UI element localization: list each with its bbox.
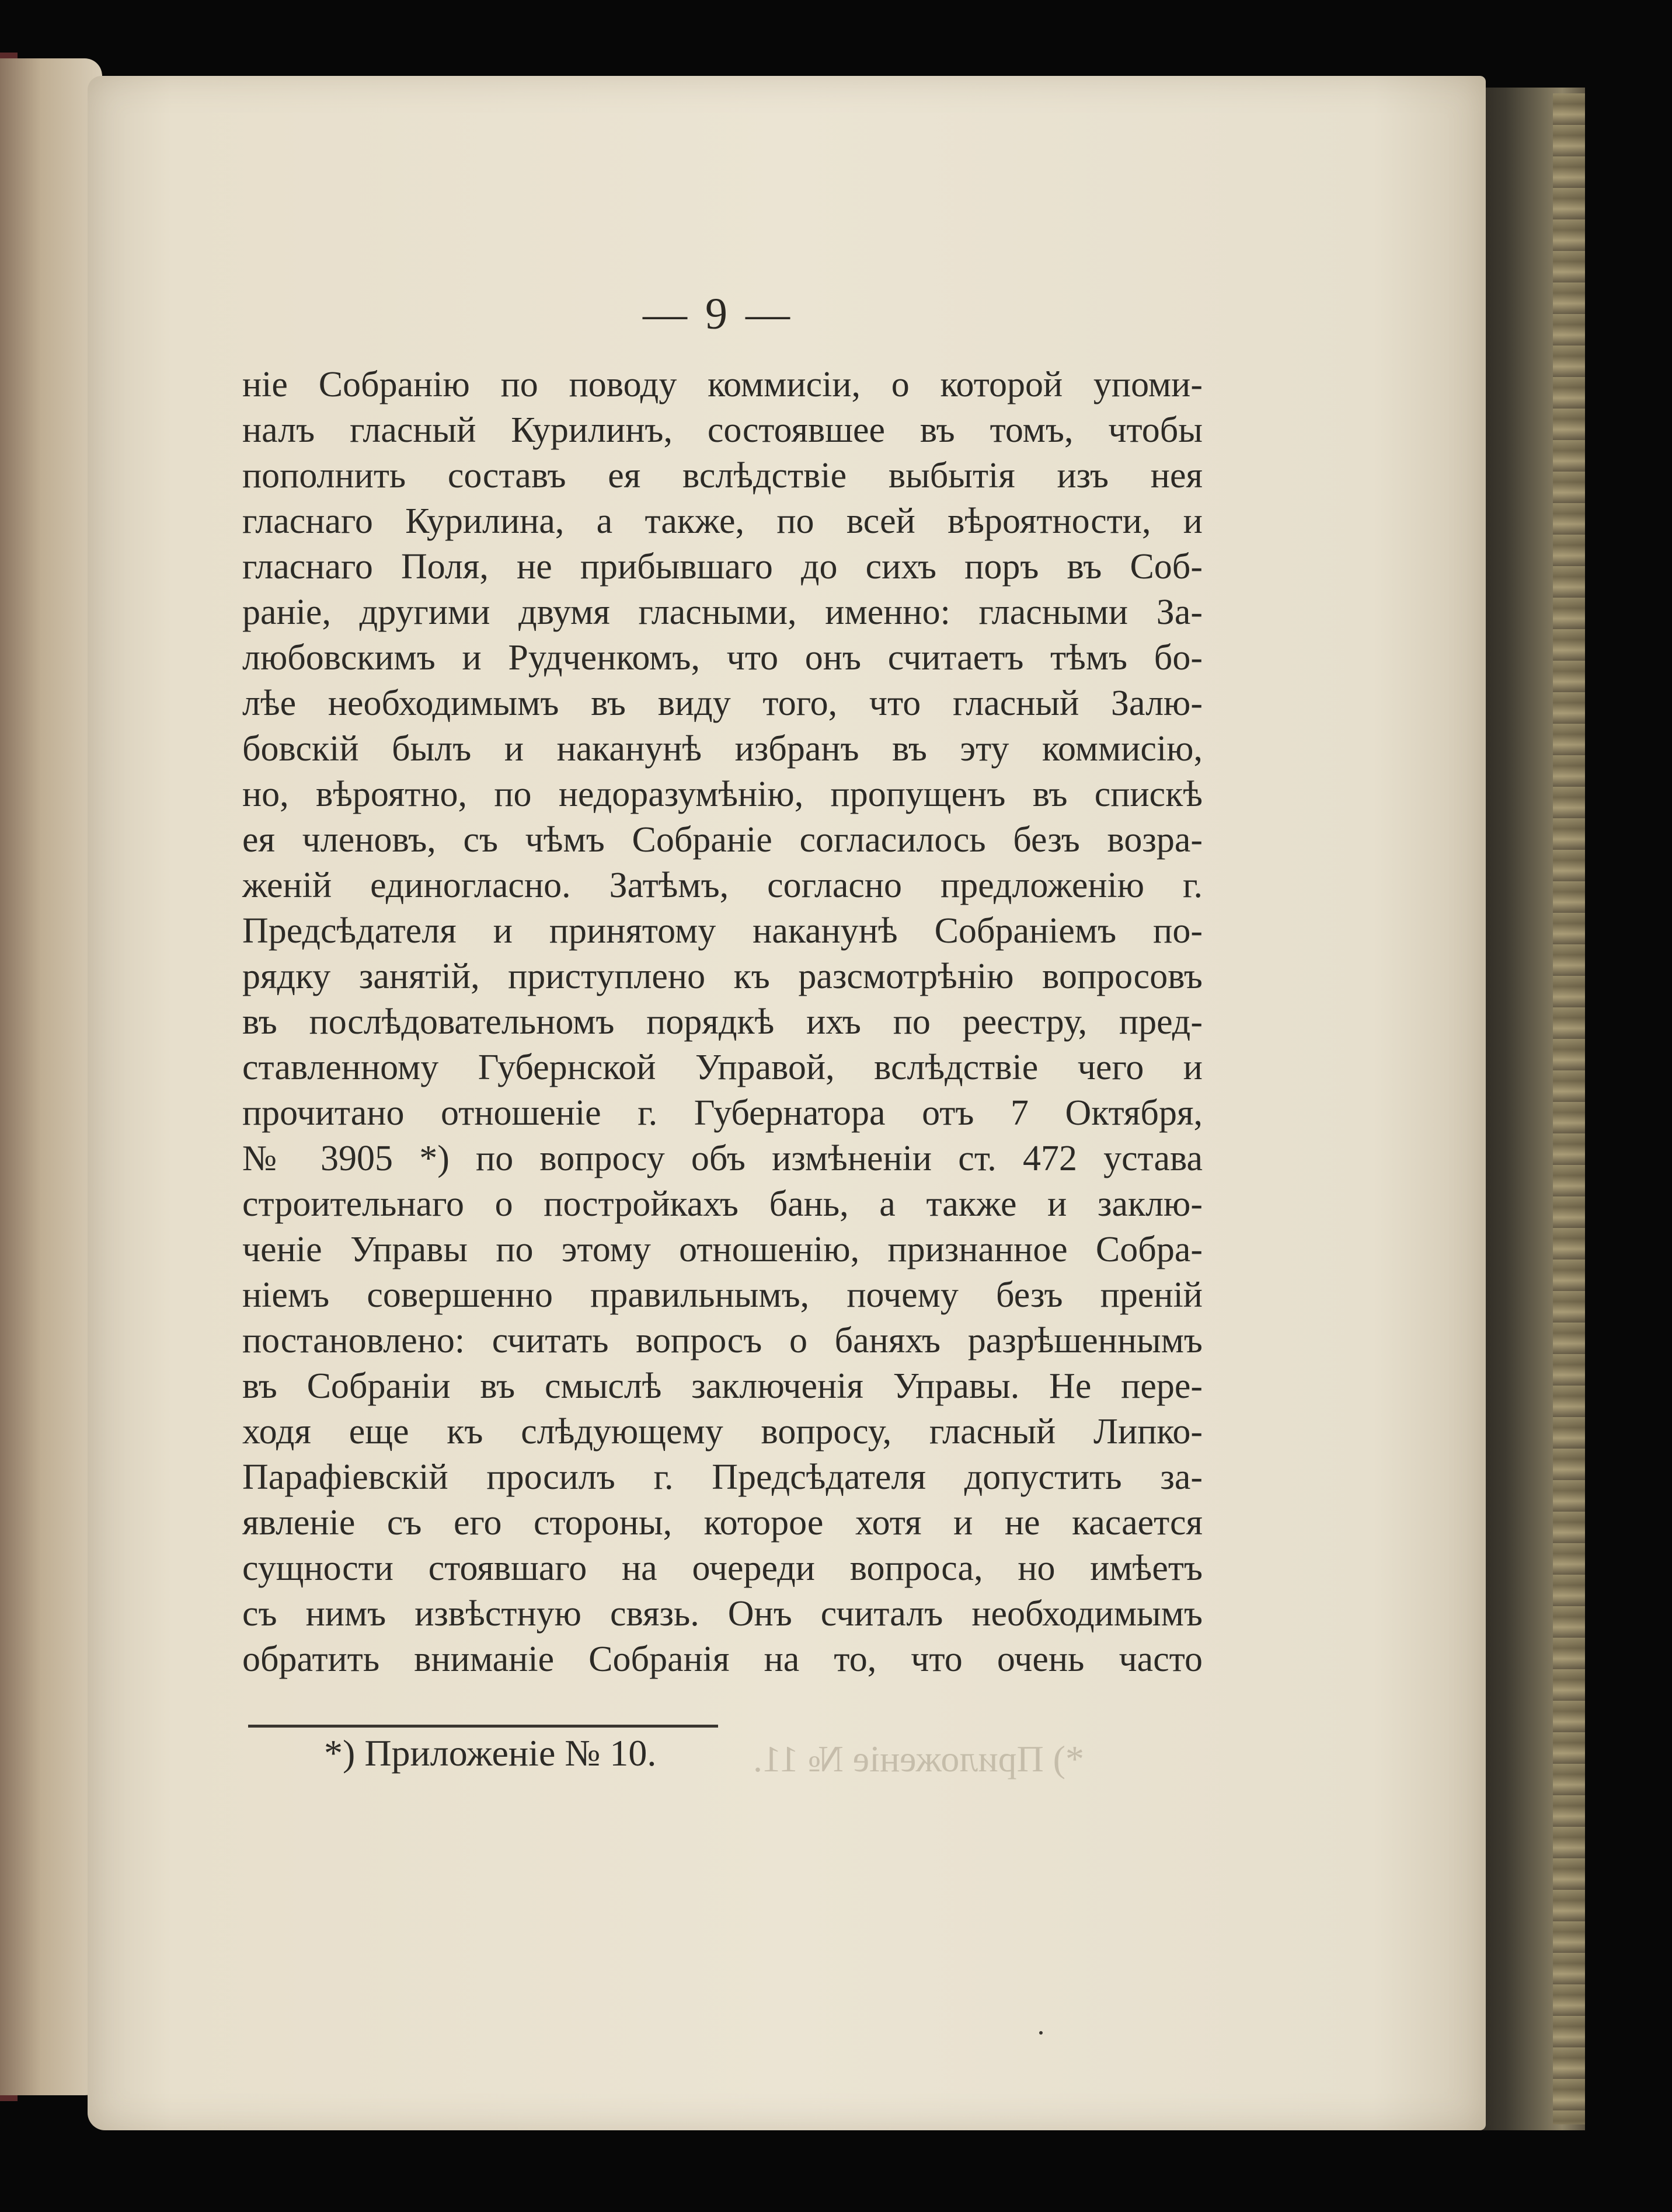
text-line: въ послѣдовательномъ порядкѣ ихъ по реестру, пред- [242,1002,1203,1042]
text-line: съ нимъ извѣстную связь. Онъ считалъ необходимымъ [242,1594,1203,1634]
text-line: налъ гласный Курилинъ, состоявшее въ томъ, чтобы [242,410,1203,450]
text-line: прочитано отношеніе г. Губернатора отъ 7 Октября, [242,1093,1203,1133]
text-line: ніе Собранію по поводу коммисіи, о которой упоми- [242,365,1203,404]
text-line: сущности стоявшаго на очереди вопроса, но имѣетъ [242,1548,1203,1588]
spine-edge [1553,93,1585,2124]
paper-speck [1039,2031,1043,2035]
text-line: пополнить составъ ея вслѣдствіе выбытія изъ нея [242,456,1203,496]
footnote-divider [248,1725,718,1728]
text-line: Парафіевскій просилъ г. Предсѣдателя допустить за- [242,1457,1203,1497]
text-line: лѣе необходимымъ въ виду того, что гласный Залю- [242,683,1203,723]
text-line: бовскій былъ и наканунѣ избранъ въ эту коммисію, [242,729,1203,769]
footnote: *) Приложеніе № 10. [324,1732,657,1774]
text-line: Предсѣдателя и принятому наканунѣ Собраніемъ по- [242,911,1203,951]
text-line: въ Собраніи въ смыслѣ заключенія Управы. Не пере- [242,1366,1203,1406]
text-line: женій единогласно. Затѣмъ, согласно предложенію г. [242,866,1203,905]
text-line: ставленному Губернской Управой, вслѣдствіе чего и [242,1048,1203,1087]
text-line: гласнаго Поля, не прибывшаго до сихъ поръ въ Соб- [242,547,1203,587]
text-line: рядку занятій, приступлено къ разсмотрѣнію вопросовъ [242,957,1203,996]
page-number: — 9 — [643,289,793,339]
text-line: раніе, другими двумя гласными, именно: гласными За- [242,592,1203,632]
page-body-text [242,362,1203,1682]
text-line: явленіе съ его стороны, которое хотя и не касается [242,1503,1203,1543]
bleed-through-text: *) Приложеніе № 11. [753,1738,1085,1780]
text-line: гласнаго Курилина, а также, по всей вѣроятности, и [242,501,1203,541]
text-line: постановлено: считать вопросъ о баняхъ разрѣшеннымъ [242,1321,1203,1360]
text-line: № 3905 *) по вопросу объ измѣненіи ст. 472 устава [242,1139,1203,1178]
text-line: ченіе Управы по этому отношенію, признанное Собра- [242,1230,1203,1269]
text-line: ніемъ совершенно правильнымъ, почему безъ преній [242,1275,1203,1315]
text-line: любовскимъ и Рудченкомъ, что онъ считаетъ тѣмъ бо- [242,638,1203,678]
text-line: обратить вниманіе Собранія на то, что очень часто [242,1639,1203,1679]
text-line: ходя еще къ слѣдующему вопросу, гласный Липко- [242,1412,1203,1452]
text-line: ея членовъ, съ чѣмъ Собраніе согласилось безъ возра- [242,820,1203,860]
text-line: строительнаго о постройкахъ бань, а также и заклю- [242,1184,1203,1224]
previous-page-edge [0,58,102,2095]
text-line: но, вѣроятно, по недоразумѣнію, пропущенъ въ спискѣ [242,774,1203,814]
